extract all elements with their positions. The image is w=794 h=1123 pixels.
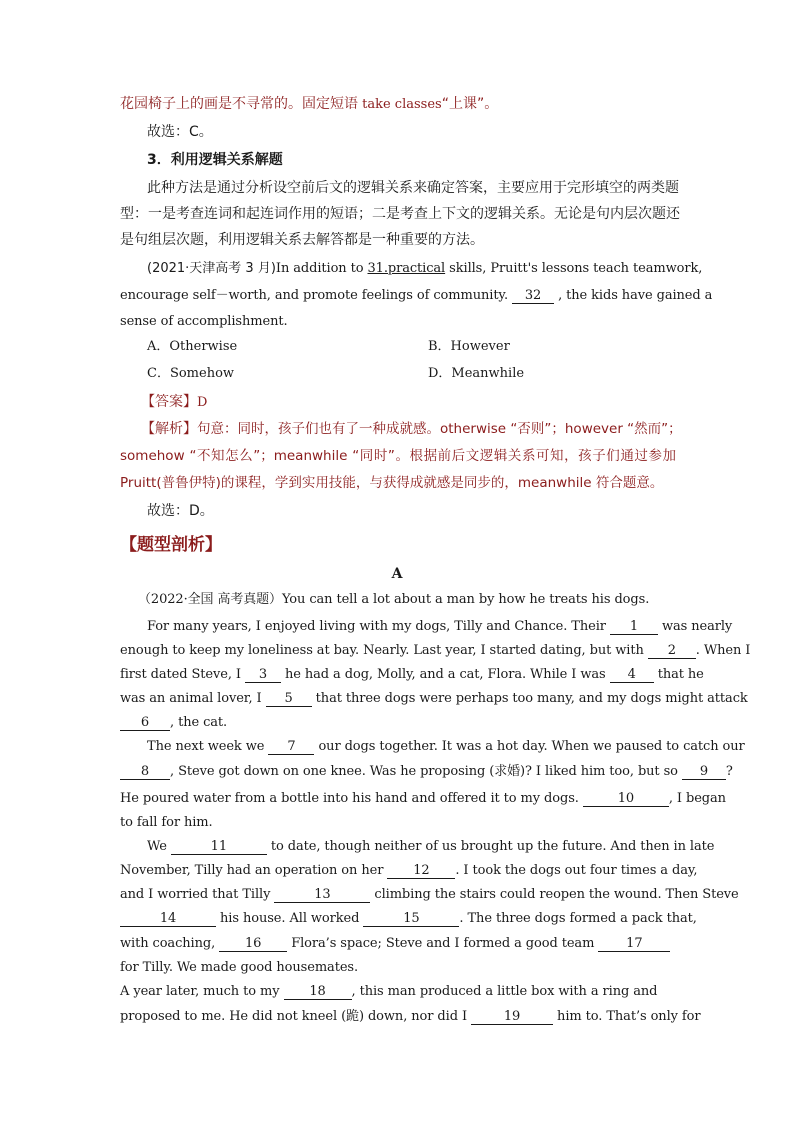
answer-value: D: [197, 395, 208, 410]
text-span: . When I: [695, 643, 751, 658]
passage-line-7: [120, 763, 733, 781]
text-span: to date, though neither of us brought up the future. And then in late: [266, 839, 715, 854]
passage-line-1: [147, 618, 733, 636]
text-span: ?: [725, 764, 733, 779]
text-span: In addition to: [275, 261, 368, 276]
text-span: , the kids have gained a: [554, 288, 713, 303]
method-line-1: 此种方法是通过分析设空前后文的逻辑关系来确定答案，主要应用于完形填空的两类题: [147, 180, 679, 196]
passage-line-8: [120, 790, 726, 808]
choose-d: 故选：D。: [147, 503, 214, 519]
blank-19: 19: [471, 1010, 553, 1025]
text-span: A year later, much to my: [120, 984, 284, 999]
blank-2: 2: [648, 644, 696, 659]
text-span: first dated Steve, I: [120, 667, 245, 682]
option-a: A．Otherwise: [147, 339, 238, 354]
choose-c: 故选：C。: [147, 124, 213, 140]
text-span: “上课”。: [441, 96, 499, 112]
text-span: , I began: [668, 791, 726, 806]
blank-9: 9: [682, 765, 726, 780]
answer-label: 【答案】: [141, 394, 197, 410]
text-span: We: [147, 839, 171, 854]
passage-line-11: [120, 862, 698, 880]
text-span: was nearly: [657, 619, 733, 634]
text-span: he had a dog, Molly, and a cat, Flora. While I was: [280, 667, 610, 682]
option-d: D．Meanwhile: [428, 366, 525, 381]
blank-32: 32: [512, 289, 554, 304]
example-line-1: [147, 260, 703, 278]
text-span: was an animal lover, I: [120, 691, 266, 706]
text-span: November, Tilly had an operation on her: [120, 863, 388, 878]
passage-line-5: [120, 714, 676, 732]
continuation-line: [120, 95, 676, 114]
blank-31: 31.practical: [367, 261, 446, 276]
blank-3: 3: [245, 668, 281, 683]
text-span: 句意：同时，孩子们也有了一种成就感。otherwise “否则”；however “然而”；: [197, 421, 682, 437]
blank-13: 13: [274, 888, 370, 903]
blank-16: 16: [219, 937, 287, 952]
example-source: (2021·天津高考 3 月): [147, 261, 276, 276]
blank-15: 15: [363, 912, 459, 927]
section-title: 【题型剖析】: [120, 535, 222, 555]
text-span: proposed to me. He did not kneel (跪) down, nor did I: [120, 1009, 472, 1024]
method-line-3: 是句组层次题，利用逻辑关系去解答都是一种重要的方法。: [120, 232, 484, 248]
passage-line-13: [120, 910, 697, 928]
example-line-3: sense of accomplishment.: [120, 314, 288, 329]
text-span: encourage self－worth, and promote feelings of community.: [120, 288, 513, 303]
text-span: . I took the dogs out four times a day,: [455, 863, 698, 878]
text-span: him to. That’s only for: [553, 1009, 701, 1024]
text-span: For many years, I enjoyed living with my dogs, Tilly and Chance. Their: [147, 619, 610, 634]
passage-line-3: [120, 666, 704, 684]
text-span: that three dogs were perhaps too many, and my dogs might attack: [311, 691, 748, 706]
text-span: skills, Pruitt's lessons teach teamwork,: [445, 261, 703, 276]
text-span: , this man produced a little box with a ring and: [351, 984, 658, 999]
passage-line-4: [120, 690, 748, 708]
blank-12: 12: [387, 864, 455, 879]
text-span: take classes: [358, 97, 442, 112]
passage-line-9: to fall for him.: [120, 815, 213, 830]
text-span: and I worried that Tilly: [120, 887, 275, 902]
option-b: B．However: [428, 339, 510, 354]
text-span: our dogs together. It was a hot day. When we paused to catch our: [314, 739, 745, 754]
method-line-2: 型：一是考查连词和起连词作用的短语；二是考查上下文的逻辑关系。无论是句内层次题还: [120, 206, 680, 222]
blank-17: 17: [598, 937, 670, 952]
answer-line: [141, 393, 670, 412]
passage-line-17: [120, 1008, 701, 1026]
analysis-label: 【解析】: [141, 421, 197, 437]
passage-line-6: [147, 738, 745, 756]
blank-14: 14: [120, 912, 216, 927]
text-span: The next week we: [147, 739, 269, 754]
text-span: climbing the stairs could reopen the wound. Then Steve: [370, 887, 739, 902]
passage-line-15: for Tilly. We made good housemates.: [120, 960, 359, 975]
passage-source: （2022·全国 高考真题）You can tell a lot about a man by how he treats his dogs.: [138, 592, 650, 607]
blank-10: 10: [583, 792, 669, 807]
text-span: 花园椅子上的画是不寻常的。固定短语: [120, 96, 358, 112]
text-span: , the cat.: [170, 715, 228, 730]
passage-line-12: [120, 886, 739, 904]
blank-7: 7: [268, 740, 314, 755]
blank-18: 18: [284, 985, 352, 1000]
option-c: C．Somehow: [147, 366, 235, 381]
blank-5: 5: [266, 692, 312, 707]
text-span: that he: [653, 667, 704, 682]
analysis-line-3: Pruitt(普鲁伊特)的课程，学到实用技能，与获得成就感是同步的，meanwhile 符合题意。: [120, 475, 664, 491]
text-span: Flora’s space; Steve and I formed a good team: [287, 936, 599, 951]
passage-line-16: [120, 983, 676, 1001]
analysis-line-1: [141, 420, 682, 439]
example-line-2: [120, 287, 713, 305]
text-span: He poured water from a bottle into his hand and offered it to my dogs.: [120, 791, 583, 806]
blank-6: 6: [120, 716, 170, 731]
text-span: , Steve got down on one knee. Was he proposing (求婚)? I liked him too, but so: [170, 764, 682, 779]
passage-line-10: [147, 838, 715, 856]
blank-11: 11: [171, 840, 267, 855]
text-span: his house. All worked: [216, 911, 364, 926]
analysis-line-2: somehow “不知怎么”；meanwhile “同时”。根据前后文逻辑关系可知，孩子们通过参加: [120, 448, 676, 464]
text-span: . The three dogs formed a pack that,: [459, 911, 697, 926]
text-span: enough to keep my loneliness at bay. Nearly. Last year, I started dating, but with: [120, 643, 648, 658]
blank-8: 8: [120, 765, 170, 780]
blank-1: 1: [610, 620, 658, 635]
heading-3: 3．利用逻辑关系解题: [147, 152, 283, 168]
passage-line-2: [120, 642, 751, 660]
passage-label: A: [391, 566, 403, 582]
passage-line-14: [120, 935, 676, 953]
text-span: with coaching,: [120, 936, 220, 951]
blank-4: 4: [610, 668, 654, 683]
